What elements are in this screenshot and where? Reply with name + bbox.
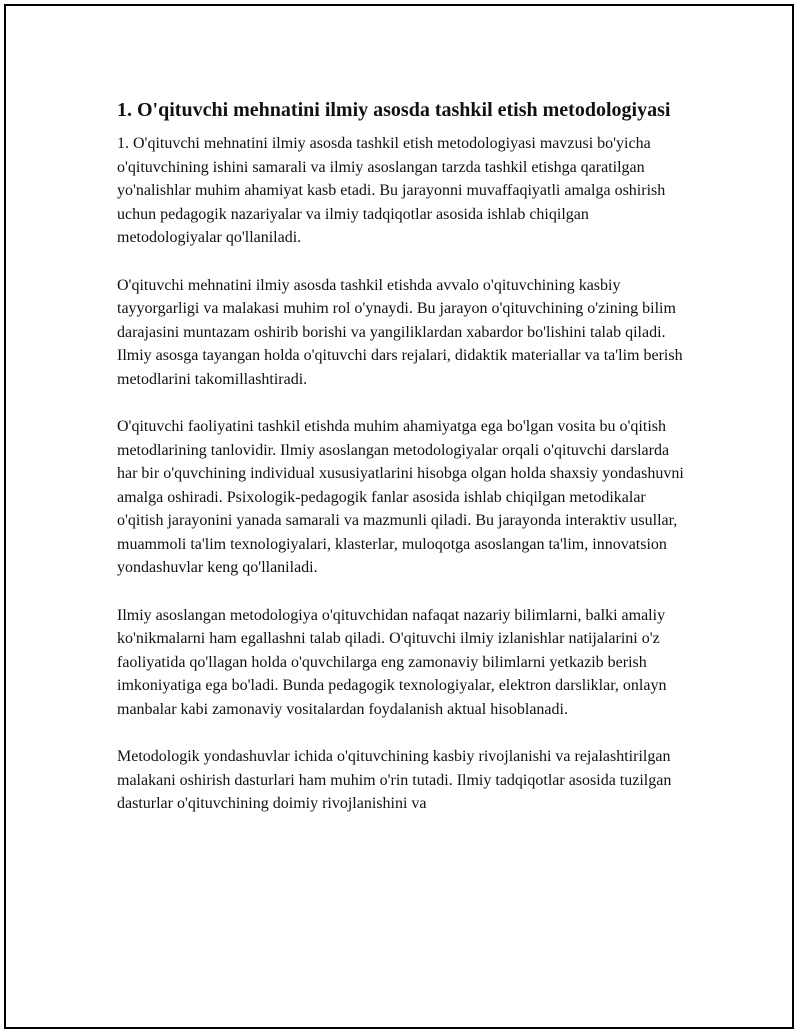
paragraph-3: O'qituvchi faoliyatini tashkil etishda muhim ahamiyatga ega bo'lgan vosita bu o'qitish metodlarining tanlovidir. Ilmiy asoslangan metodologiyalar orqali o'qituvchi darslarda har bir o'quvchining individual xususiyatlarini hisobga olgan holda shaxsiy yondashuvni amalga oshiradi. Psixologik-pedagogik fanlar asosida ishlab chiqilgan metodikalar o'qitish jarayonini yanada samarali va mazmunli qiladi. Bu jarayonda interaktiv usullar, muammoli ta'lim texnologiyalari, klasterlar, muloqotga asoslangan ta'lim, innovatsion yondashuvlar keng qo'llaniladi.: [117, 418, 684, 576]
document-body: [117, 96, 692, 840]
paragraph-4: Ilmiy asoslangan metodologiya o'qituvchidan nafaqat nazariy bilimlarni, balki amaliy ko'nikmalarni ham egallashni talab qiladi. O'qituvchi ilmiy izlanishlar natijalarini o'z faoliyatida qo'llagan holda o'quvchilarga eng zamonaviy bilimlarni yetkazib berish imkoniyatiga ega bo'ladi. Bunda pedagogik texnologiyalar, elektron darsliklar, onlayn manbalar kabi zamonaviy vositalardan foydalanish aktual hisoblanadi.: [117, 606, 667, 718]
paragraph-2: O'qituvchi mehnatini ilmiy asosda tashkil etishda avvalo o'qituvchining kasbiy tayyorgarligi va malakasi muhim rol o'ynaydi. Bu jarayon o'qituvchining o'zining bilim darajasini muntazam oshirib borishi va yangiliklardan xabardor bo'lishini talab qiladi. Ilmiy asosga tayangan holda o'qituvchi dars rejalari, didaktik materiallar va ta'lim berish metodlarini takomillashtiradi.: [117, 276, 683, 388]
document-title: 1. O'qituvchi mehnatini ilmiy asosda tashkil etish metodologiyasi: [117, 99, 671, 121]
paragraph-5: Metodologik yondashuvlar ichida o'qituvchining kasbiy rivojlanishi va rejalashtirilgan malakani oshirish dasturlari ham muhim o'rin tutadi. Ilmiy tadqiqotlar asosida tuzilgan dasturlar o'qituvchining doimiy rivojlanishini va: [117, 748, 672, 812]
paragraph-1: 1. O'qituvchi mehnatini ilmiy asosda tashkil etish metodologiyasi mavzusi bo'yicha o'qituvchining ishini samarali va ilmiy asoslangan tarzda tashkil etishga qaratilgan yo'nalishlar muhim ahamiyat kasb etadi. Bu jarayonni muvaffaqiyatli amalga oshirish uchun pedagogik nazariyalar va ilmiy tadqiqotlar asosida ishlab chiqilgan metodologiyalar qo'llaniladi.: [117, 135, 666, 246]
